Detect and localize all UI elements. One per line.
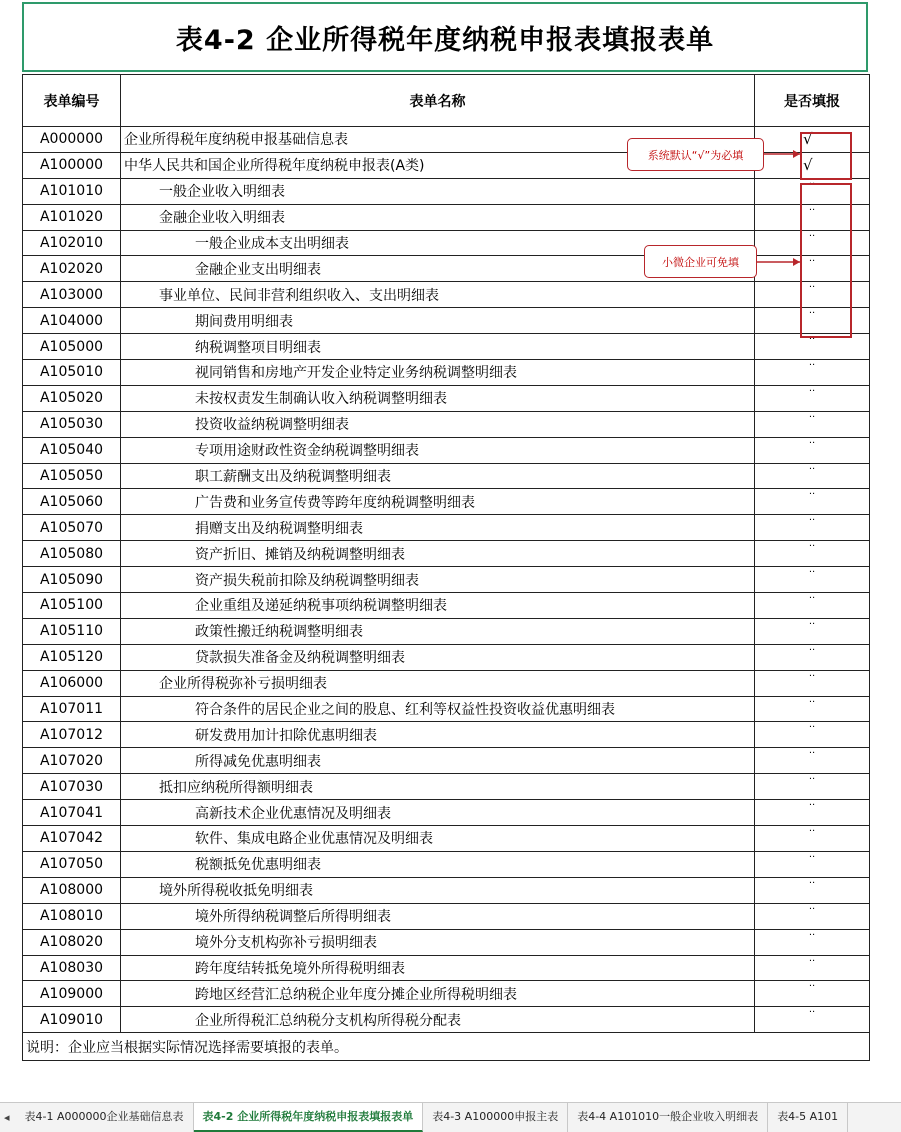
- form-code: A105110: [23, 618, 121, 644]
- form-code: A103000: [23, 282, 121, 308]
- form-name: 软件、集成电路企业优惠情况及明细表: [121, 826, 755, 852]
- table-row: [23, 877, 870, 903]
- form-name: 企业重组及递延纳税事项纳税调整明细表: [121, 593, 755, 619]
- fill-flag-cell[interactable]: ··: [755, 178, 870, 204]
- table-row: [23, 463, 870, 489]
- form-code: A105010: [23, 360, 121, 386]
- form-name: 一般企业收入明细表: [121, 178, 755, 204]
- table-row: [23, 437, 870, 463]
- form-name: 企业所得税汇总纳税分支机构所得税分配表: [121, 1007, 755, 1033]
- table-row: [23, 955, 870, 981]
- table-row: [23, 696, 870, 722]
- optional-callout: [644, 245, 757, 278]
- form-code: A107042: [23, 826, 121, 852]
- fill-flag-cell[interactable]: ··: [755, 463, 870, 489]
- form-name: 期间费用明细表: [121, 308, 755, 334]
- fill-flag-cell[interactable]: ··: [755, 877, 870, 903]
- form-code: A106000: [23, 670, 121, 696]
- header-name: 表单名称: [121, 75, 755, 127]
- table-row: [23, 567, 870, 593]
- form-name: 贷款损失准备金及纳税调整明细表: [121, 644, 755, 670]
- fill-flag-cell[interactable]: ··: [755, 955, 870, 981]
- fill-flag-cell[interactable]: ··: [755, 903, 870, 929]
- form-code: A108010: [23, 903, 121, 929]
- form-code: A105000: [23, 334, 121, 360]
- form-code: A107050: [23, 851, 121, 877]
- form-code: A107020: [23, 748, 121, 774]
- fill-flag-cell[interactable]: ··: [755, 670, 870, 696]
- form-name: 纳税调整项目明细表: [121, 334, 755, 360]
- fill-flag-cell[interactable]: ··: [755, 826, 870, 852]
- form-code: A105050: [23, 463, 121, 489]
- form-name: 境外所得纳税调整后所得明细表: [121, 903, 755, 929]
- fill-flag-cell[interactable]: ··: [755, 981, 870, 1007]
- form-code: A000000: [23, 127, 121, 153]
- required-highlight-box: [800, 132, 852, 180]
- form-code: A101020: [23, 204, 121, 230]
- fill-flag-cell[interactable]: ··: [755, 800, 870, 826]
- table-row: [23, 360, 870, 386]
- form-name: 跨地区经营汇总纳税企业年度分摊企业所得税明细表: [121, 981, 755, 1007]
- table-row: [23, 282, 870, 308]
- fill-flag-cell[interactable]: ··: [755, 256, 870, 282]
- table-row: [23, 334, 870, 360]
- form-code: A105120: [23, 644, 121, 670]
- form-code: A105040: [23, 437, 121, 463]
- fill-flag-cell[interactable]: ··: [755, 567, 870, 593]
- required-callout-text: 系统默认“√”为必填: [647, 148, 744, 162]
- form-code: A104000: [23, 308, 121, 334]
- fill-flag-cell[interactable]: ··: [755, 437, 870, 463]
- fill-flag-cell[interactable]: ··: [755, 230, 870, 256]
- fill-flag-cell[interactable]: ··: [755, 1007, 870, 1033]
- form-code: A108000: [23, 877, 121, 903]
- table-row: [23, 774, 870, 800]
- optional-callout-text: 小微企业可免填: [662, 255, 739, 269]
- form-name: 抵扣应纳税所得额明细表: [121, 774, 755, 800]
- form-name: 广告费和业务宣传费等跨年度纳税调整明细表: [121, 489, 755, 515]
- table-row: [23, 541, 870, 567]
- form-name: 资产折旧、摊销及纳税调整明细表: [121, 541, 755, 567]
- fill-flag-cell[interactable]: ··: [755, 748, 870, 774]
- form-code: A101010: [23, 178, 121, 204]
- table-row: [23, 618, 870, 644]
- fill-flag-cell[interactable]: ··: [755, 696, 870, 722]
- form-name: 高新技术企业优惠情况及明细表: [121, 800, 755, 826]
- sheet-tab[interactable]: 表4-4 A101010一般企业收入明细表: [568, 1103, 768, 1132]
- form-name: 符合条件的居民企业之间的股息、红利等权益性投资收益优惠明细表: [121, 696, 755, 722]
- form-code: A105090: [23, 567, 121, 593]
- form-name: 所得减免优惠明细表: [121, 748, 755, 774]
- sheet-tab[interactable]: 表4-2 企业所得税年度纳税申报表填报表单: [194, 1103, 424, 1132]
- table-row: [23, 722, 870, 748]
- form-name: 专项用途财政性资金纳税调整明细表: [121, 437, 755, 463]
- form-code: A105030: [23, 411, 121, 437]
- form-code: A105100: [23, 593, 121, 619]
- form-name: 政策性搬迁纳税调整明细表: [121, 618, 755, 644]
- table-row: [23, 178, 870, 204]
- form-name: 企业所得税弥补亏损明细表: [121, 670, 755, 696]
- form-name: 一般企业成本支出明细表: [121, 230, 755, 256]
- form-code: A107041: [23, 800, 121, 826]
- fill-flag-cell[interactable]: ··: [755, 489, 870, 515]
- table-row: [23, 851, 870, 877]
- form-name: 跨年度结转抵免境外所得税明细表: [121, 955, 755, 981]
- table-row: [23, 800, 870, 826]
- note-row: [23, 1033, 870, 1061]
- fill-flag-cell[interactable]: √: [755, 127, 870, 153]
- fill-flag-cell[interactable]: √: [755, 152, 870, 178]
- form-code: A108030: [23, 955, 121, 981]
- header-row: [23, 75, 870, 127]
- form-code: A102010: [23, 230, 121, 256]
- fill-flag-cell[interactable]: ··: [755, 308, 870, 334]
- table-row: [23, 204, 870, 230]
- fill-flag-cell[interactable]: ··: [755, 411, 870, 437]
- fill-flag-cell[interactable]: ··: [755, 618, 870, 644]
- form-name: 职工薪酬支出及纳税调整明细表: [121, 463, 755, 489]
- form-name: 金融企业支出明细表: [121, 256, 755, 282]
- fill-flag-cell[interactable]: ··: [755, 851, 870, 877]
- table-row: [23, 489, 870, 515]
- table-row: [23, 826, 870, 852]
- form-name: 企业所得税年度纳税申报基础信息表: [121, 127, 755, 153]
- required-callout: [627, 138, 764, 171]
- table-row: [23, 981, 870, 1007]
- form-name: 研发费用加计扣除优惠明细表: [121, 722, 755, 748]
- form-code: A107012: [23, 722, 121, 748]
- fill-flag-cell[interactable]: ··: [755, 541, 870, 567]
- form-name: 境外所得税收抵免明细表: [121, 877, 755, 903]
- fill-flag-cell[interactable]: ··: [755, 593, 870, 619]
- form-name: 投资收益纳税调整明细表: [121, 411, 755, 437]
- form-name: 事业单位、民间非营利组织收入、支出明细表: [121, 282, 755, 308]
- fill-flag-cell[interactable]: ··: [755, 644, 870, 670]
- sheet-tab-bar: [0, 1102, 901, 1132]
- form-name: 税额抵免优惠明细表: [121, 851, 755, 877]
- table-row: [23, 748, 870, 774]
- form-code: A107030: [23, 774, 121, 800]
- sheet-tab[interactable]: 表4-3 A100000申报主表: [423, 1103, 568, 1132]
- fill-flag-cell[interactable]: ··: [755, 515, 870, 541]
- header-code: 表单编号: [23, 75, 121, 127]
- header-flag: 是否填报: [755, 75, 870, 127]
- fill-flag-cell[interactable]: ··: [755, 360, 870, 386]
- form-name: 境外分支机构弥补亏损明细表: [121, 929, 755, 955]
- table-row: [23, 593, 870, 619]
- fill-flag-cell[interactable]: ··: [755, 282, 870, 308]
- fill-flag-cell[interactable]: ··: [755, 204, 870, 230]
- form-name: 未按权责发生制确认收入纳税调整明细表: [121, 385, 755, 411]
- form-name: 视同销售和房地产开发企业特定业务纳税调整明细表: [121, 360, 755, 386]
- form-code: A102020: [23, 256, 121, 282]
- page-title: 表4-2 企业所得税年度纳税申报表填报表单: [175, 24, 715, 56]
- form-name: 资产损失税前扣除及纳税调整明细表: [121, 567, 755, 593]
- table-row: [23, 929, 870, 955]
- form-code: A107011: [23, 696, 121, 722]
- sheet-tab[interactable]: 表4-5 A101: [768, 1103, 848, 1132]
- table-row: [23, 385, 870, 411]
- fill-flag-cell[interactable]: ··: [755, 929, 870, 955]
- form-code: A100000: [23, 152, 121, 178]
- table-row: [23, 903, 870, 929]
- table-row: [23, 644, 870, 670]
- fill-flag-cell[interactable]: ··: [755, 774, 870, 800]
- form-name: 捐赠支出及纳税调整明细表: [121, 515, 755, 541]
- form-name: 中华人民共和国企业所得税年度纳税申报表(A类): [121, 152, 755, 178]
- form-code: A108020: [23, 929, 121, 955]
- form-code: A105020: [23, 385, 121, 411]
- fill-flag-cell[interactable]: ··: [755, 334, 870, 360]
- note-text: 说明：企业应当根据实际情况选择需要填报的表单。: [23, 1033, 870, 1061]
- table-row: [23, 515, 870, 541]
- fill-flag-cell[interactable]: ··: [755, 385, 870, 411]
- form-name: 金融企业收入明细表: [121, 204, 755, 230]
- fill-flag-cell[interactable]: ··: [755, 722, 870, 748]
- table-row: [23, 670, 870, 696]
- form-code: A105080: [23, 541, 121, 567]
- table-row: [23, 1007, 870, 1033]
- optional-highlight-box: [800, 183, 852, 338]
- table-row: [23, 411, 870, 437]
- sheet-tab[interactable]: 表4-1 A000000企业基础信息表: [16, 1103, 194, 1132]
- form-list-table: [22, 74, 870, 1061]
- form-code: A105060: [23, 489, 121, 515]
- table-row: [23, 308, 870, 334]
- tab-scroll-left-icon[interactable]: ◂: [4, 1111, 10, 1124]
- form-code: A109010: [23, 1007, 121, 1033]
- title-box: [22, 2, 868, 72]
- form-code: A109000: [23, 981, 121, 1007]
- form-code: A105070: [23, 515, 121, 541]
